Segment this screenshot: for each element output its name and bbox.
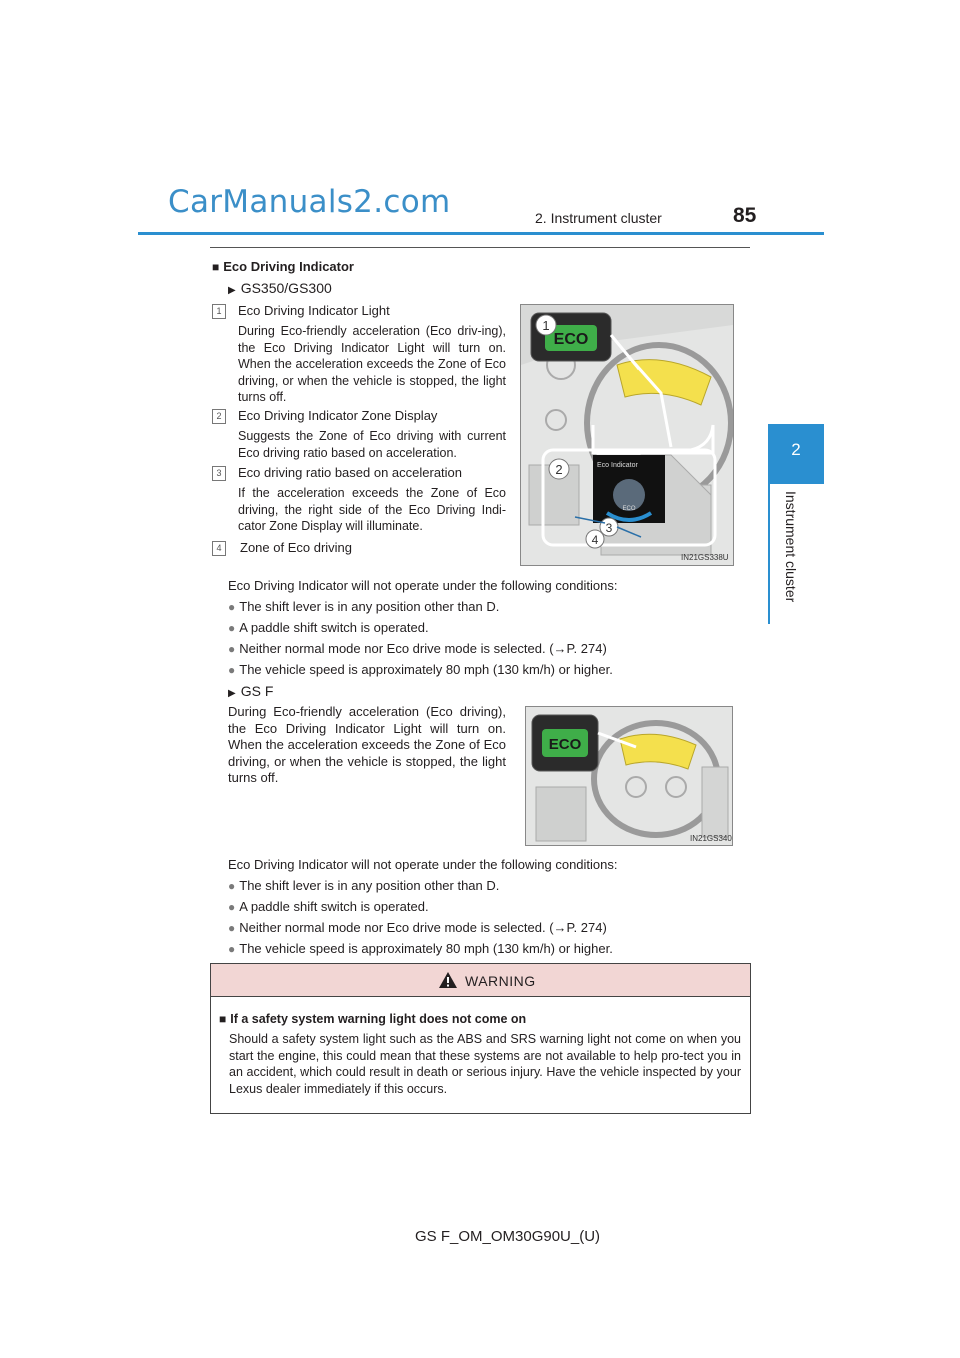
condition-item — [228, 878, 499, 893]
condition-text: Neither normal mode nor Eco drive mode is selected. (→P. 274) — [239, 920, 607, 935]
gsf-description: During Eco-friendly acceleration (Eco driving), the Eco Driving Indicator Light will turn on. When the acceleration exceeds the Zone of Eco driving, or when the vehicle is stopped, the light turns off. — [228, 704, 506, 785]
model-label-gs350 — [228, 280, 332, 296]
item-title: Eco Driving Indicator Zone Display — [238, 408, 438, 423]
section-heading — [212, 259, 354, 274]
callout-4: 4 — [591, 533, 599, 547]
callout-3: 3 — [605, 521, 613, 535]
figure-code: IN21GS340 — [690, 834, 732, 843]
eco-screen-title: Eco Indicator — [597, 462, 638, 469]
item-title: Eco Driving Indicator Light — [238, 303, 390, 318]
bullet-dot-icon: ● — [228, 621, 236, 635]
condition-item — [228, 599, 499, 614]
item-body: During Eco-friendly acceleration (Eco driv-ing), the Eco Driving Indicator Light will turn on. When the acceleration exceeds the Zone of Eco driving, or when the vehicle is stopped, the light turns off. — [238, 324, 506, 404]
item-title: Zone of Eco driving — [240, 540, 353, 555]
eco-screen-label: ECO — [622, 506, 636, 512]
warning-title: WARNING — [465, 973, 536, 989]
condition-item — [228, 620, 429, 635]
site-watermark-logo: CarManuals2.com — [168, 184, 451, 220]
conditions-intro: Eco Driving Indicator will not operate under the following conditions: — [228, 578, 618, 593]
warning-box — [210, 963, 751, 1114]
warning-header — [211, 964, 750, 997]
conditions-intro: Eco Driving Indicator will not operate under the following conditions: — [228, 857, 618, 872]
square-bullet-icon: ■ — [212, 260, 220, 274]
bullet-dot-icon: ● — [228, 942, 236, 956]
condition-text: The vehicle speed is approximately 80 mph (130 km/h) or higher. — [239, 941, 613, 956]
bullet-dot-icon: ● — [228, 900, 236, 914]
figure-gs350-cockpit — [520, 304, 734, 566]
header-rule — [138, 232, 824, 235]
page-number: 85 — [733, 204, 757, 227]
item-number-badge: 1 — [212, 304, 226, 319]
item-body: If the acceleration exceeds the Zone of Eco driving, the right side of the Eco Driving Indi-cator Zone Display will illuminate. — [238, 486, 506, 533]
bullet-dot-icon: ● — [228, 663, 236, 677]
warning-body: Should a safety system light such as the ABS and SRS warning light not come on when you start the engine, this could mean that these systems are not available to help pro-tect you in an accident, which could result in death or serious injury. Have the vehicle inspected by your Lexus dealer immediately if this occurs. — [229, 1032, 741, 1096]
condition-item — [228, 641, 607, 656]
condition-text: The shift lever is in any position other than D. — [239, 878, 500, 893]
model-label-gsf — [228, 683, 273, 699]
condition-text: A paddle shift switch is operated. — [239, 620, 429, 635]
chapter-label-wrap — [782, 491, 799, 622]
section-heading-text: Eco Driving Indicator — [223, 259, 354, 274]
chapter-label: Instrument cluster — [783, 491, 799, 603]
model-label-text: GS350/GS300 — [240, 280, 332, 296]
condition-text: The shift lever is in any position other than D. — [239, 599, 500, 614]
callout-1: 1 — [542, 318, 550, 333]
warning-subheading — [219, 1012, 526, 1026]
eco-lamp-label: ECO — [548, 736, 582, 753]
document-code: GS F_OM_OM30G90U_(U) — [415, 1228, 601, 1245]
model-label-text: GS F — [240, 683, 274, 699]
condition-item — [228, 920, 607, 935]
condition-text: A paddle shift switch is operated. — [239, 899, 429, 914]
item-title: Eco driving ratio based on acceleration — [238, 465, 463, 480]
chapter-number: 2 — [791, 440, 801, 459]
item-number-badge: 4 — [212, 541, 226, 556]
condition-item — [228, 899, 429, 914]
eco-lamp-label: ECO — [553, 331, 589, 348]
content-rule — [210, 247, 750, 248]
item-number-badge: 2 — [212, 409, 226, 424]
bullet-dot-icon: ● — [228, 642, 236, 656]
cockpit-illustration — [521, 305, 733, 565]
condition-text: The vehicle speed is approximately 80 mph (130 km/h) or higher. — [239, 662, 613, 677]
figure-code: IN21GS338U — [681, 553, 729, 562]
item-body: Suggests the Zone of Eco driving with current Eco driving ratio based on acceleration. — [238, 429, 506, 460]
bullet-dot-icon: ● — [228, 600, 236, 614]
section-title: 2. Instrument cluster — [535, 210, 662, 226]
condition-text: Neither normal mode nor Eco drive mode is selected. (→P. 274) — [239, 641, 607, 656]
callout-2: 2 — [555, 462, 563, 477]
chapter-tab-line — [768, 484, 770, 624]
chapter-tab — [768, 424, 824, 484]
bullet-dot-icon: ● — [228, 921, 236, 935]
square-bullet-icon: ■ — [219, 1012, 227, 1026]
item-number-badge: 3 — [212, 466, 226, 481]
condition-item — [228, 662, 613, 677]
warning-triangle-icon — [438, 971, 458, 989]
triangle-right-icon: ▶ — [228, 688, 236, 699]
cockpit-illustration — [526, 707, 732, 845]
bullet-dot-icon: ● — [228, 879, 236, 893]
figure-gsf-cockpit — [525, 706, 733, 846]
triangle-right-icon: ▶ — [228, 285, 236, 296]
warning-subheading-text: If a safety system warning light does not come on — [230, 1012, 527, 1026]
condition-item — [228, 941, 613, 956]
